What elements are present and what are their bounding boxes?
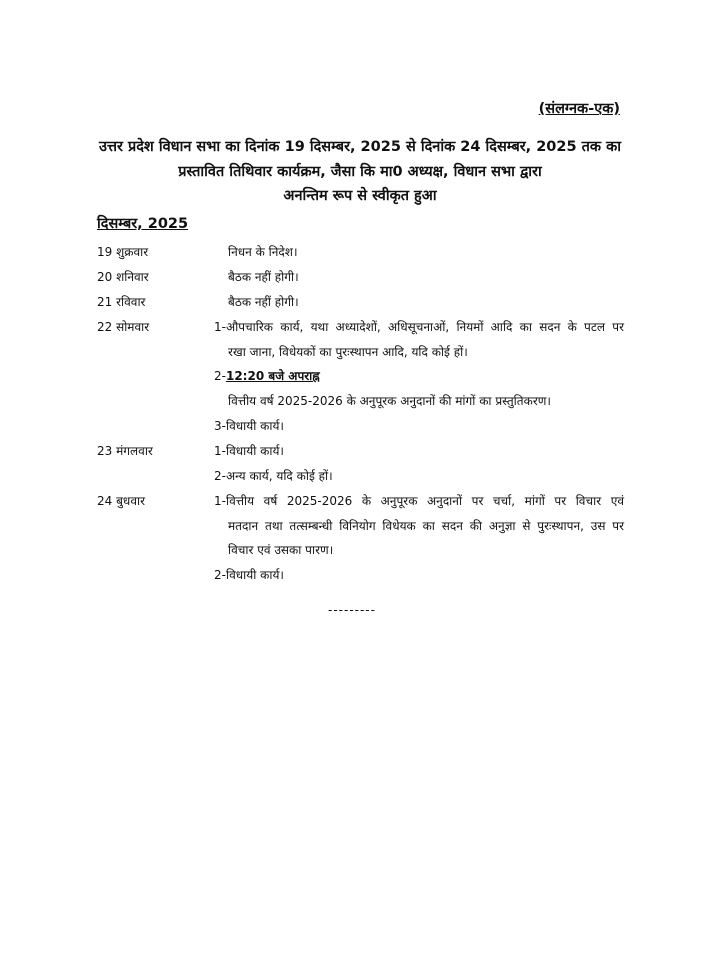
item-line: 1-औपचारिक कार्य, यथा अध्यादेशों, अधिसूचनाओं, नियमों आदि का सदन के पटल पर: [214, 320, 624, 334]
schedule-item: [214, 364, 624, 389]
schedule-day: 23 मंगलवार: [97, 444, 153, 458]
schedule-item: 2-अन्य कार्य, यदि कोई हों।: [214, 469, 333, 483]
schedule-item: बैठक नहीं होगी।: [228, 295, 299, 309]
schedule-day: 19 शुक्रवार: [97, 245, 149, 259]
document-heading: [60, 135, 660, 209]
schedule-day: 21 रविवार: [97, 295, 146, 309]
end-marker: ---------: [328, 603, 376, 617]
heading-line-3: अनन्तिम रूप से स्वीकृत हुआ: [283, 188, 437, 204]
item-line: मतदान तथा तत्सम्बन्धी विनियोग विधेयक का सदन की अनुज्ञा से पुरःस्थापन, उस पर: [228, 518, 624, 533]
item-line: विचार एवं उसका पारण।: [228, 543, 334, 557]
annexure-label: (संलग्नक-एक): [538, 101, 620, 117]
item-number: 2-: [214, 369, 226, 383]
item-line: 1-वित्तीय वर्ष 2025-2026 के अनुपूरक अनुदानों पर चर्चा, मांगों पर विचार एवं: [214, 494, 624, 508]
month-heading: दिसम्बर, 2025: [97, 216, 189, 232]
schedule-item: [214, 315, 624, 364]
schedule-item: 3-विधायी कार्य।: [214, 419, 284, 433]
schedule-item: 1-विधायी कार्य।: [214, 444, 284, 458]
schedule-item: निधन के निदेश।: [228, 245, 298, 259]
item-line: रखा जाना, विधेयकों का पुरःस्थापन आदि, यदि कोई हों।: [228, 344, 468, 359]
schedule-day: 20 शनिवार: [97, 270, 149, 284]
schedule-item: बैठक नहीं होगी।: [228, 270, 299, 284]
schedule-day: 22 सोमवार: [97, 320, 150, 334]
time-heading: 12:20 बजे अपराह्न: [225, 369, 320, 383]
heading-line-2: प्रस्तावित तिथिवार कार्यक्रम, जैसा कि मा0 अध्यक्ष, विधान सभा द्वारा: [178, 163, 542, 180]
schedule-item: वित्तीय वर्ष 2025-2026 के अनुपूरक अनुदानों की मांगों का प्रस्तुतिकरण।: [228, 394, 551, 408]
schedule-item: 2-विधायी कार्य।: [214, 568, 284, 582]
heading-line-1: उत्तर प्रदेश विधान सभा का दिनांक 19 दिसम्बर, 2025 से दिनांक 24 दिसम्बर, 2025 तक का: [99, 139, 621, 155]
schedule-item: [214, 489, 624, 563]
schedule-day: 24 बुधवार: [97, 494, 146, 508]
